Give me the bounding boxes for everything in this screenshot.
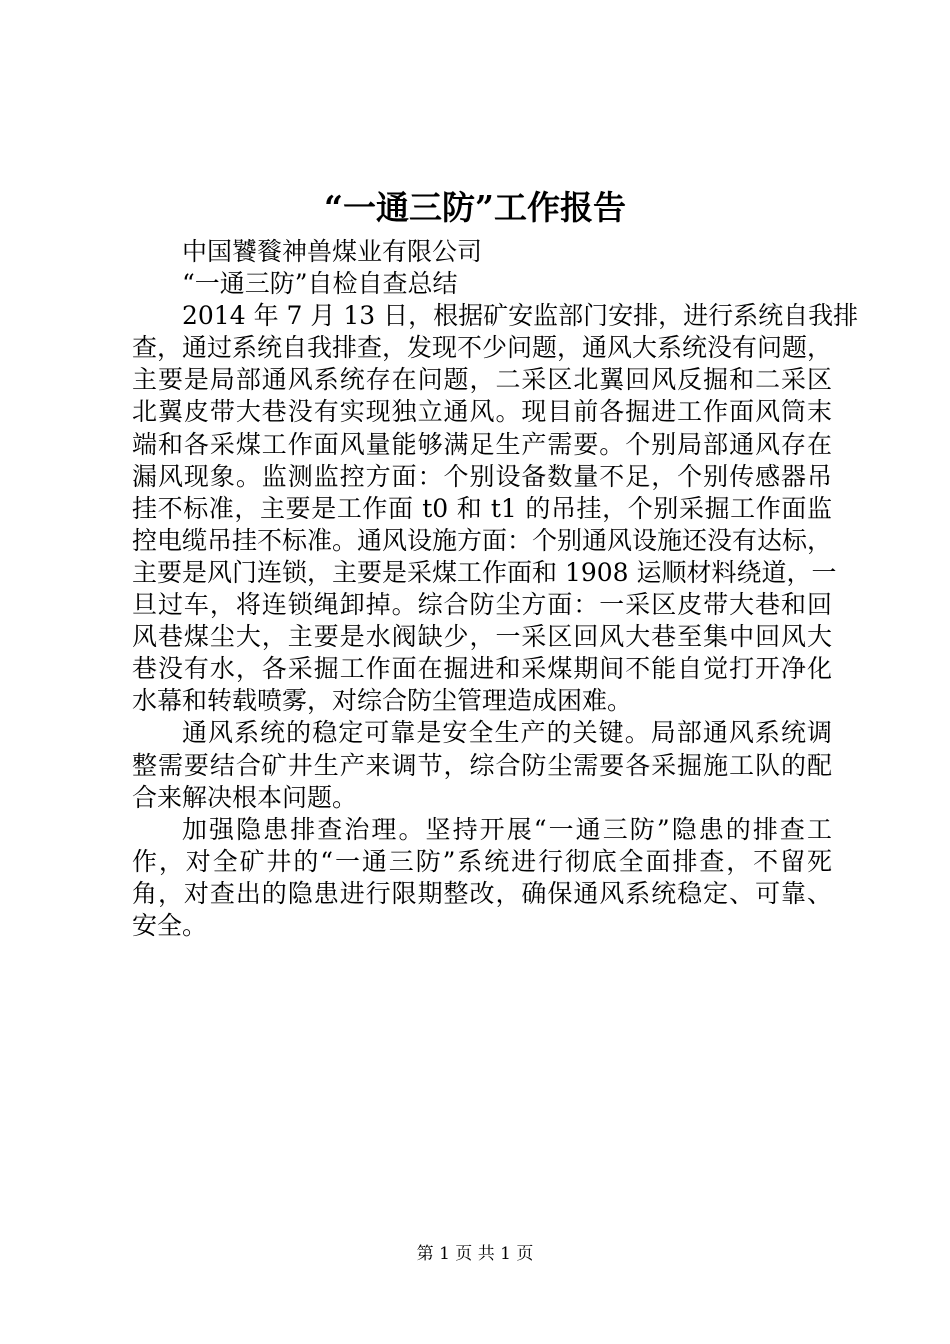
paragraph-line: 风巷煤尘大，主要是水阀缺少，一采区回风大巷至集中回风大 xyxy=(132,622,832,652)
paragraph-line: 安全。 xyxy=(132,910,208,940)
document-body xyxy=(132,236,859,942)
company-name: 中国饕餮神兽煤业有限公司 xyxy=(182,237,483,266)
paragraph-line: 漏风现象。监测监控方面：个别设备数量不足，个别传感器吊 xyxy=(132,461,832,491)
paragraph-line: 水幕和转载喷雾，对综合防尘管理造成困难。 xyxy=(132,686,633,716)
paragraph-line: 控电缆吊挂不标准。通风设施方面：个别通风设施还没有达标， xyxy=(132,525,833,555)
paragraph-line: 整需要结合矿井生产来调节，综合防尘需要各采掘施工队的配 xyxy=(132,750,832,780)
paragraph-line: 2014 年 7 月 13 日，根据矿安监部门安排，进行系统自我排 xyxy=(182,301,859,331)
paragraph-line: 角，对查出的隐患进行限期整改，确保通风系统稳定、可靠、 xyxy=(132,878,832,908)
paragraph-1 xyxy=(132,300,859,717)
paragraph-line: 作，对全矿井的“一通三防”系统进行彻底全面排查，不留死 xyxy=(132,846,832,876)
paragraph-line: 巷没有水，各采掘工作面在掘进和采煤期间不能自觉打开净化 xyxy=(132,654,832,684)
paragraph-line: 北翼皮带大巷没有实现独立通风。现目前各掘进工作面风筒末 xyxy=(132,397,832,427)
paragraph-line: 挂不标准，主要是工作面 t0 和 t1 的吊挂，个别采掘工作面监 xyxy=(132,493,832,523)
page-footer: 第 1 页 共 1 页 xyxy=(416,1244,534,1264)
paragraph-line: 主要是局部通风系统存在问题，二采区北翼回风反掘和二采区 xyxy=(132,365,832,395)
paragraph-line: 旦过车，将连锁绳卸掉。综合防尘方面：一采区皮带大巷和回 xyxy=(132,590,832,620)
paragraph-line: 主要是风门连锁，主要是采煤工作面和 1908 运顺材料绕道，一 xyxy=(132,557,837,587)
paragraph-line: 查，通过系统自我排查，发现不少问题，通风大系统没有问题， xyxy=(132,333,833,363)
document-subtitle: “一通三防”自检自查总结 xyxy=(182,269,458,299)
paragraph-line: 合来解决根本问题。 xyxy=(132,782,358,812)
paragraph-line: 加强隐患排查治理。坚持开展“一通三防”隐患的排查工 xyxy=(182,814,832,844)
paragraph-line: 通风系统的稳定可靠是安全生产的关键。局部通风系统调 xyxy=(182,718,832,748)
paragraph-line: 端和各采煤工作面风量能够满足生产需要。个别局部通风存在 xyxy=(132,429,832,459)
paragraph-3 xyxy=(132,814,832,942)
page-title: “一通三防”工作报告 xyxy=(324,188,626,227)
paragraph-2 xyxy=(132,717,832,813)
